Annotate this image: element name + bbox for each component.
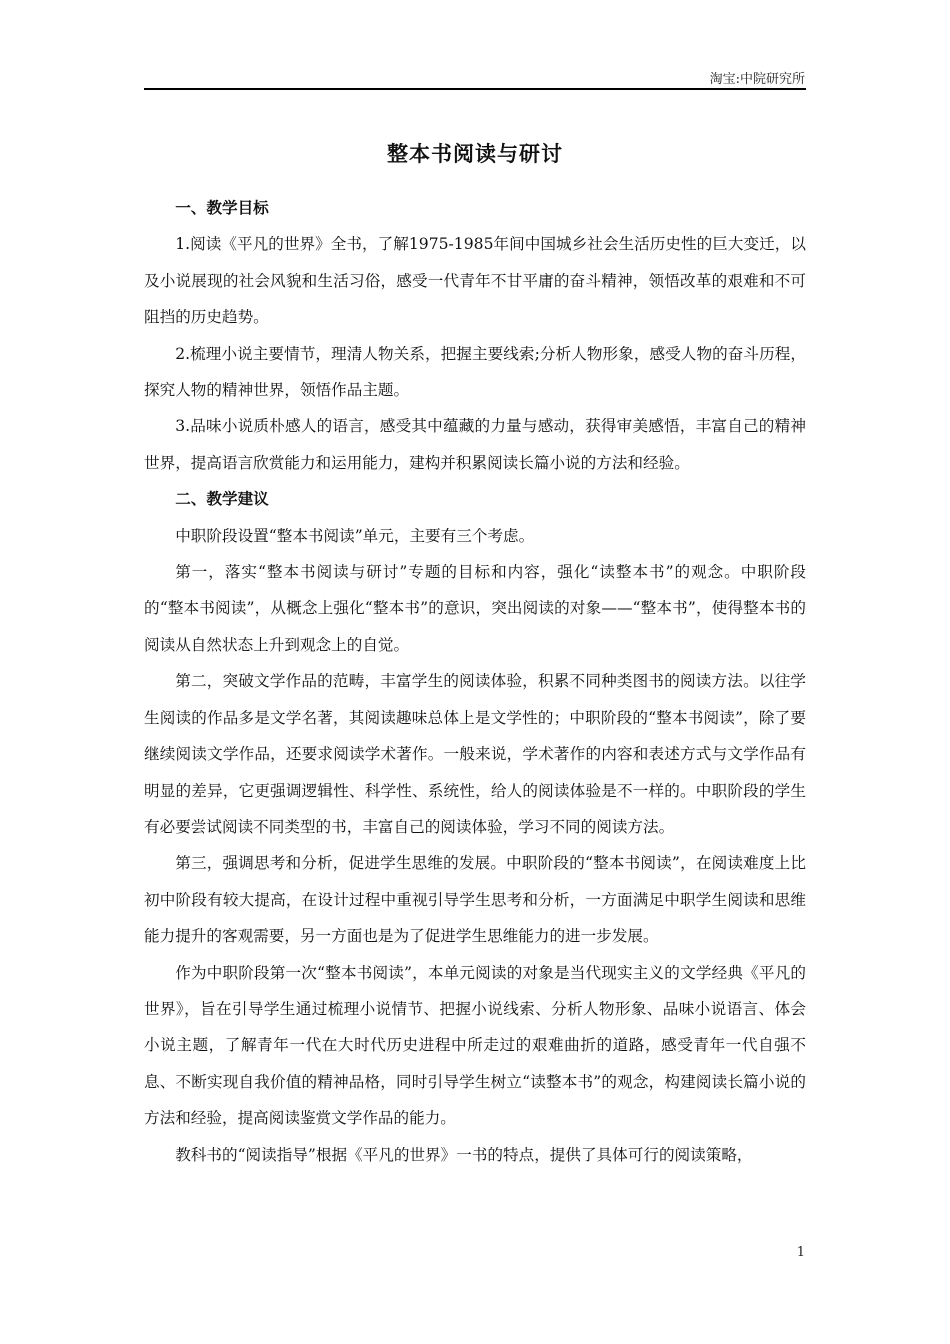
paragraph-unit-purpose: 作为中职阶段第一次“整本书阅读”，本单元阅读的对象是当代现实主义的文学经典《平凡的世界》，旨在引导学生通过梳理小说情节、把握小说线索、分析人物形象、品味小说语言、体会小说主题，了解青年一代在大时代历史进程中所走过的艰难曲折的道路，感受青年一代自强不息、不断实现自我价值的精神品格，同时引导学生树立“读整本书”的观念，构建阅读长篇小说的方法和经验，提高阅读鉴赏文学作品的能力。 <box>144 963 806 1128</box>
paragraph-goal-3: 3.品味小说质朴感人的语言，感受其中蕴藏的力量与感动，获得审美感悟，丰富自己的精神世界，提高语言欣赏能力和运用能力，建构并积累阅读长篇小说的方法和经验。 <box>144 417 806 472</box>
paragraph-intro: 中职阶段设置“整本书阅读”单元，主要有三个考虑。 <box>175 526 535 545</box>
header-text: 淘宝:中院研究所 <box>709 72 805 87</box>
header-rule <box>144 88 806 90</box>
document-body <box>144 190 806 1173</box>
section-heading-teaching-suggestions: 二、教学建议 <box>175 490 269 509</box>
page-number: 1 <box>796 1245 805 1260</box>
paragraph-goal-1: 1.阅读《平凡的世界》全书，了解1975-1985年间中国城乡社会生活历史性的巨大变迁，以及小说展现的社会风貌和生活习俗，感受一代青年不甘平庸的奋斗精神，领悟改革的艰难和不可阻挡的历史趋势。 <box>144 235 806 327</box>
document-title: 整本书阅读与研讨 <box>387 142 563 166</box>
section-heading-teaching-goals: 一、教学目标 <box>175 199 269 217</box>
paragraph-second: 第二，突破文学作品的范畴，丰富学生的阅读体验，积累不同种类图书的阅读方法。以往学生阅读的作品多是文学名著，其阅读趣味总体上是文学性的；中职阶段的“整本书阅读”，除了要继续阅读文学作品，还要求阅读学术著作。一般来说，学术著作的内容和表述方式与文学作品有明显的差异，它更强调逻辑性、科学性、系统性，给人的阅读体验是不一样的。中职阶段的学生有必要尝试阅读不同类型的书，丰富自己的阅读体验，学习不同的阅读方法。 <box>144 672 806 836</box>
paragraph-goal-2: 2.梳理小说主要情节，理清人物关系，把握主要线索;分析人物形象，感受人物的奋斗历程，探究人物的精神世界，领悟作品主题。 <box>144 344 806 400</box>
paragraph-reading-guide: 教科书的“阅读指导”根据《平凡的世界》一书的特点，提供了具体可行的阅读策略， <box>175 1145 753 1164</box>
paragraph-third: 第三，强调思考和分析，促进学生思维的发展。中职阶段的“整本书阅读”，在阅读难度上比初中阶段有较大提高，在设计过程中重视引导学生思考和分析，一方面满足中职学生阅读和思维能力提升的客观需要，另一方面也是为了促进学生思维能力的进一步发展。 <box>144 854 806 946</box>
paragraph-first: 第一，落实“整本书阅读与研讨”专题的目标和内容，强化“读整本书”的观念。中职阶段的“整本书阅读”，从概念上强化“整本书”的意识，突出阅读的对象——“整本书”，使得整本书的阅读从自然状态上升到观念上的自觉。 <box>144 563 806 654</box>
